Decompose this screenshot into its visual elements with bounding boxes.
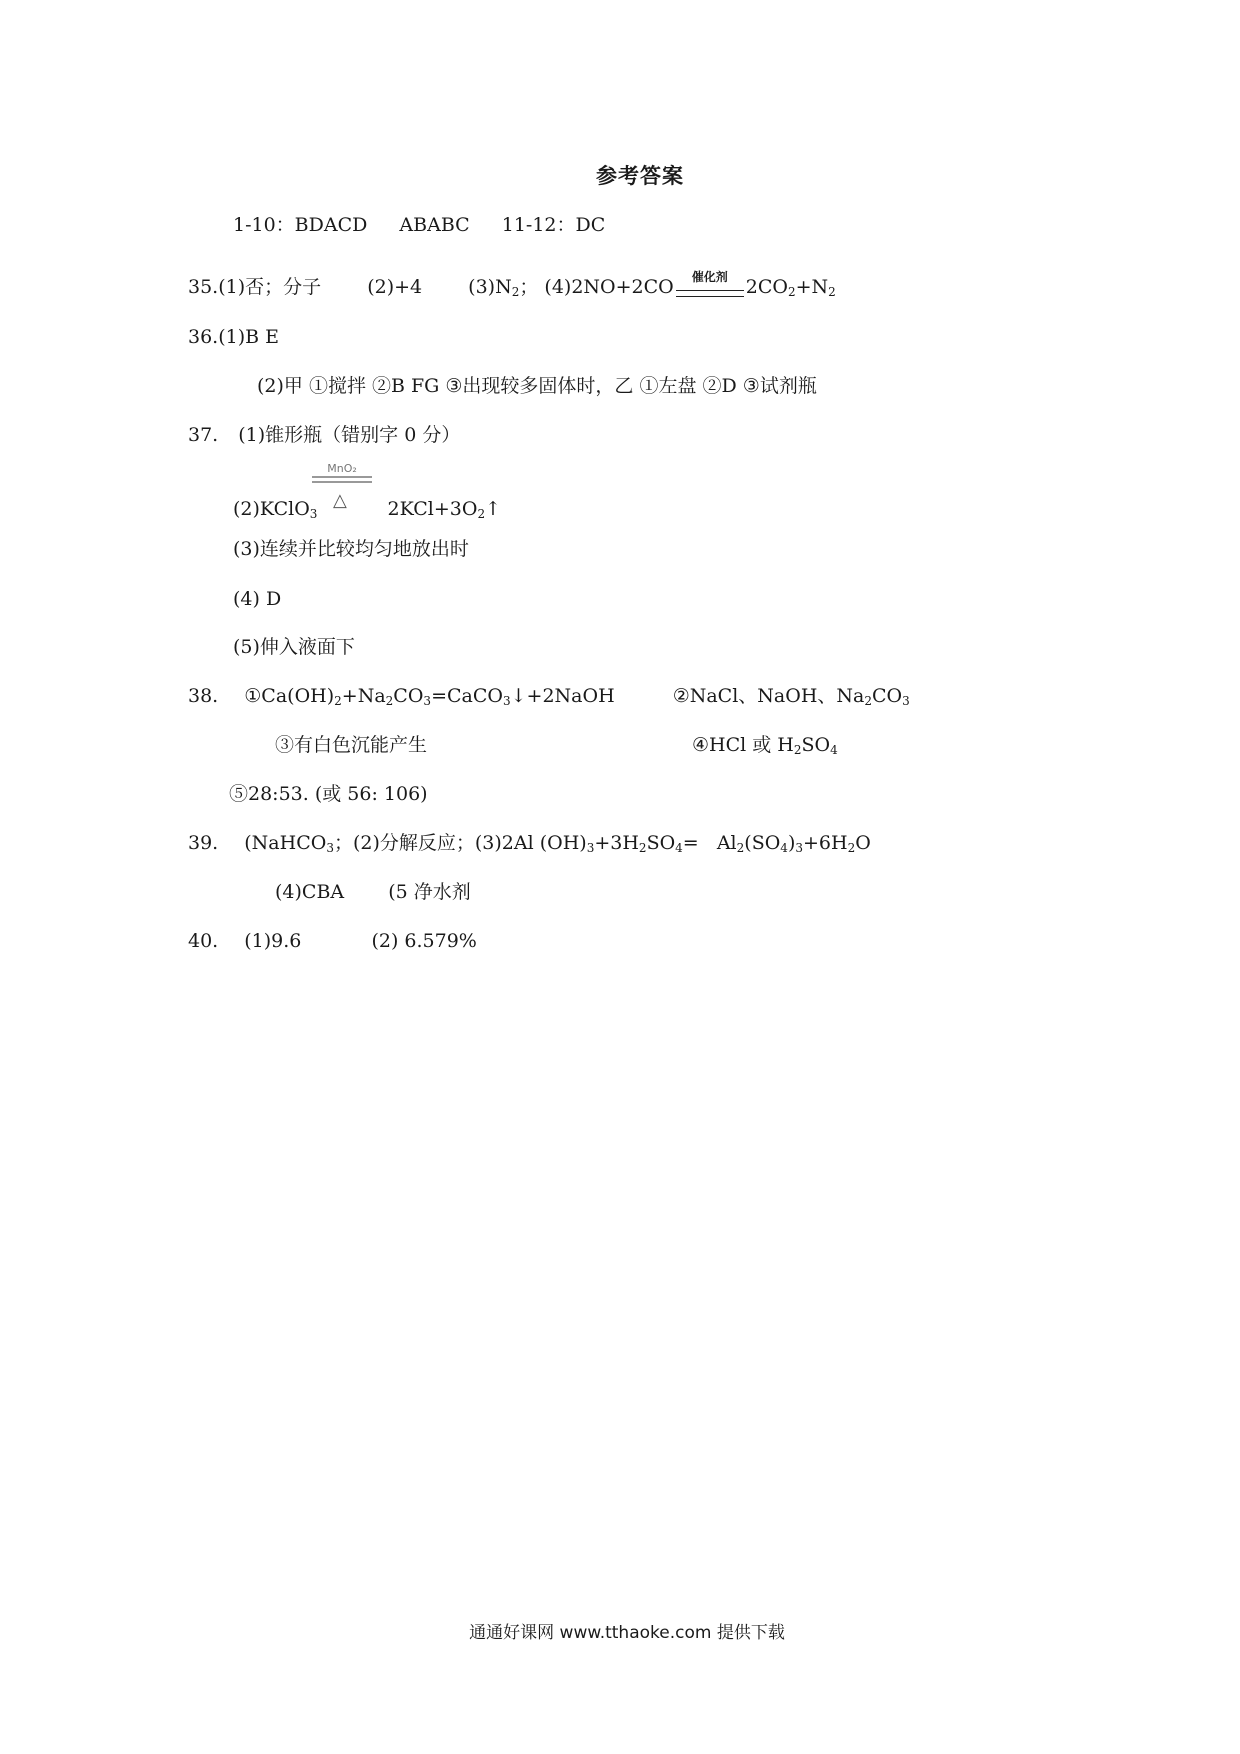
- answer-38-line-2-part-3: ③有白色沉能产生: [275, 734, 428, 756]
- answer-36-line-2: (2)甲 ①搅拌 ②B FG ③出现较多固体时，乙 ①左盘 ②D ③试剂瓶: [257, 375, 817, 397]
- answer-37-line-4: (4) D: [233, 588, 282, 610]
- answer-37-line-1: [188, 422, 460, 448]
- heat-triangle-icon: △: [333, 490, 347, 511]
- answer-40-part-1: (1)9.6: [244, 930, 302, 952]
- answer-35-part-3: $(3)N_2$；: [468, 276, 539, 299]
- question-number-39: 39.: [188, 832, 219, 854]
- question-number-37: 37.: [188, 424, 219, 446]
- question-number-38: 38.: [188, 685, 219, 707]
- choice-answers-11-12: 11-12：DC: [501, 214, 606, 236]
- answer-37-line-3: (3)连续并比较均匀地放出时: [233, 538, 469, 560]
- catalyst-equation-arrow: [676, 270, 744, 293]
- answer-37-part-1: (1)锥形瓶（错别字 0 分）: [238, 424, 461, 446]
- mno2-catalyst-sign: [312, 462, 372, 483]
- answer-36-line-1: [188, 324, 279, 350]
- answer-35-part-2: (2)+4: [367, 276, 423, 298]
- choice-answers-row: [233, 212, 605, 238]
- choice-answers-6-10: ABABC: [399, 214, 470, 236]
- answer-39-part-5: (5 净水剂: [388, 881, 471, 903]
- page-title: 参考答案: [596, 164, 684, 188]
- footer-source-note: 通通好课网 www.tthaoke.com 提供下载: [469, 1623, 785, 1643]
- answer-39-part-4: (4)CBA: [275, 881, 345, 903]
- answer-35-part-1: (1)否；分子: [218, 276, 322, 298]
- answer-38-line-3: ⑤28:53. (或 56: 106): [229, 783, 428, 805]
- answer-38-line-2-part-4: ④HCl 或 $H_2SO_4$: [692, 734, 838, 757]
- answer-37-line-2: (2)KClO$_3$ $2KCl+3O_2↑$: [233, 498, 502, 521]
- answer-35-part-4: (4)2NO+2CO 催化剂 $2CO_2+N_2$: [544, 270, 836, 299]
- mno2-label: MnO₂: [327, 462, 357, 475]
- answer-38-part-2: ②NaCl、NaOH、$Na_2CO_3$: [672, 685, 910, 708]
- answer-36-part-1: (1)B E: [218, 326, 280, 348]
- answer-40-part-2: (2) 6.579%: [371, 930, 477, 952]
- catalyst-label: 催化剂: [691, 270, 728, 284]
- answer-39-line-1: [188, 830, 871, 861]
- answer-38-line-1: [188, 683, 910, 714]
- choice-answers-1-5: 1-10：BDACD: [233, 214, 368, 236]
- answer-35: [188, 270, 836, 305]
- answer-37-line-5: (5)伸入液面下: [233, 636, 355, 658]
- question-number-35: 35.: [188, 276, 219, 298]
- answer-39-line-2: [275, 879, 471, 905]
- answer-40: [188, 928, 477, 954]
- question-number-36: 36.: [188, 326, 219, 348]
- answer-38-part-1: $①Ca(OH)_2+Na_2CO_3=CaCO_3↓+2NaOH$: [244, 685, 615, 708]
- question-number-40: 40.: [188, 930, 219, 952]
- answer-39-parts-1-3: (NaHCO$_3$；(2)分解反应；(3)2Al $(OH)_3+3H_2SO_4= Al_2(SO_4)_3+6H_2O$: [244, 832, 871, 855]
